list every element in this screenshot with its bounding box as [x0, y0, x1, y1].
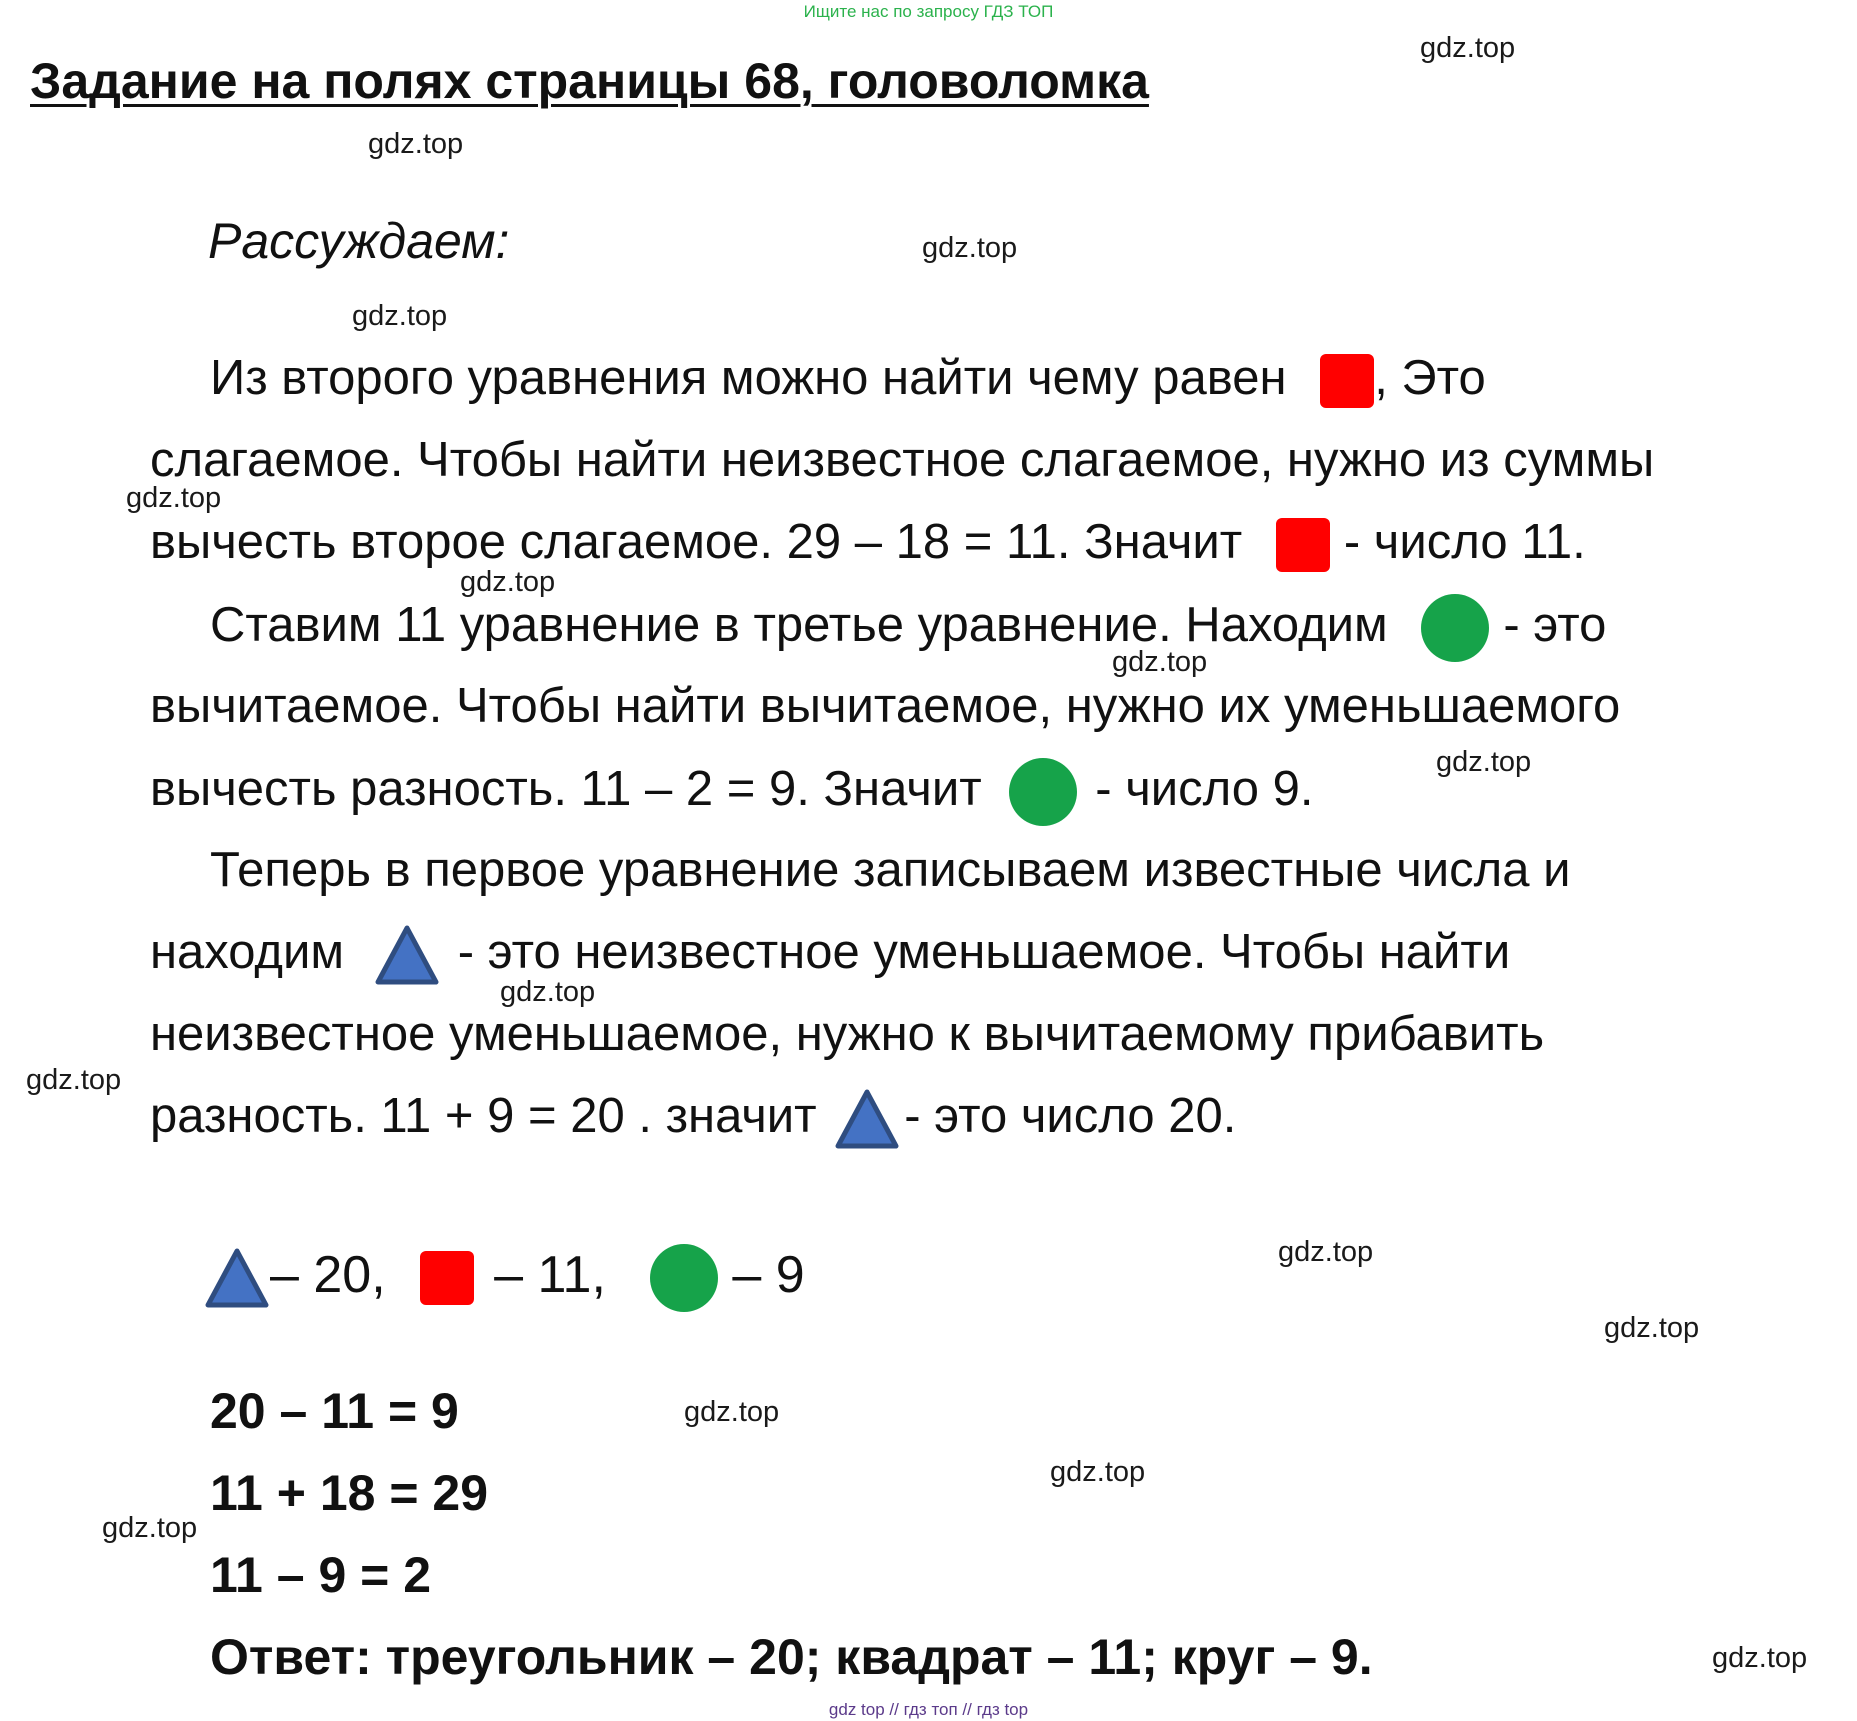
text: , Это: [1374, 351, 1486, 405]
text-line: [210, 594, 1606, 654]
text-line: [150, 1004, 1544, 1064]
watermark: gdz.top: [1436, 746, 1532, 778]
text: - это неизвестное уменьшаемое. Чтобы найти: [457, 925, 1511, 979]
text-line: [210, 348, 1486, 408]
reasoning-heading: Рассуждаем:: [208, 213, 510, 269]
green-circle-icon: [1421, 594, 1489, 662]
red-square-icon: [1320, 354, 1374, 408]
watermark: gdz.top: [1112, 646, 1208, 678]
text: - число 9.: [1095, 761, 1314, 816]
triangle-value: – 20,: [270, 1246, 386, 1304]
text-line: [150, 758, 1313, 818]
watermark: gdz.top: [1278, 1236, 1374, 1268]
text: находим: [150, 925, 345, 979]
text: Из второго уравнения можно найти чему равен: [210, 351, 1287, 405]
text: вычитаемое. Чтобы найти вычитаемое, нужно их уменьшаемого: [150, 679, 1621, 733]
watermark: gdz.top: [102, 1512, 198, 1544]
red-square-icon: [1276, 518, 1330, 572]
square-value: – 11,: [494, 1246, 606, 1304]
text-line: [150, 1086, 1236, 1146]
watermark: gdz.top: [1712, 1642, 1808, 1674]
equation-2: 11 + 18 = 29: [210, 1465, 489, 1521]
red-square-icon: [420, 1251, 474, 1305]
text-line: [150, 512, 1586, 572]
text: - это: [1503, 597, 1607, 652]
text: разность. 11 + 9 = 20 . значит: [150, 1089, 817, 1143]
watermark: gdz.top: [368, 128, 464, 160]
text: - число 11.: [1343, 515, 1586, 569]
footer: gdz top // гдз топ // гдз top: [828, 1700, 1029, 1719]
top-banner: Ищите нас по запросу ГДЗ ТОП: [803, 2, 1054, 21]
text: вычесть второе слагаемое. 29 – 18 = 11. Значит: [150, 515, 1243, 569]
text-line: [150, 922, 1510, 982]
watermark: gdz.top: [126, 482, 222, 514]
watermark: gdz.top: [1420, 32, 1516, 64]
watermark: gdz.top: [26, 1064, 122, 1096]
text: Теперь в первое уравнение записываем известные числа и: [210, 843, 1571, 897]
watermark: gdz.top: [1050, 1456, 1146, 1488]
text-line: [150, 430, 1654, 490]
summary-line: [204, 1240, 805, 1312]
blue-triangle-icon: [834, 1088, 900, 1150]
watermark: gdz.top: [1604, 1312, 1700, 1344]
text-line: [210, 840, 1571, 900]
circle-value: – 9: [732, 1246, 805, 1304]
equation-3: 11 – 9 = 2: [210, 1547, 432, 1603]
green-circle-icon: [650, 1244, 718, 1312]
page-title: Задание на полях страницы 68, головоломка: [30, 53, 1149, 109]
equation-1: 20 – 11 = 9: [210, 1383, 459, 1439]
watermark: gdz.top: [460, 566, 556, 598]
green-circle-icon: [1009, 758, 1077, 826]
watermark: gdz.top: [500, 976, 596, 1008]
answer: Ответ: треугольник – 20; квадрат – 11; круг – 9.: [210, 1629, 1373, 1685]
text: вычесть разность. 11 – 2 = 9. Значит: [150, 761, 982, 816]
blue-triangle-icon: [204, 1247, 270, 1309]
text: неизвестное уменьшаемое, нужно к вычитаемому прибавить: [150, 1007, 1545, 1061]
text: слагаемое. Чтобы найти неизвестное слагаемое, нужно из суммы: [150, 433, 1655, 487]
text: - это число 20.: [904, 1089, 1237, 1143]
watermark: gdz.top: [684, 1396, 780, 1428]
watermark: gdz.top: [352, 300, 448, 332]
watermark: gdz.top: [922, 232, 1018, 264]
text-line: [150, 676, 1620, 736]
blue-triangle-icon: [374, 924, 440, 986]
text: Ставим 11 уравнение в третье уравнение. Находим: [210, 597, 1388, 652]
